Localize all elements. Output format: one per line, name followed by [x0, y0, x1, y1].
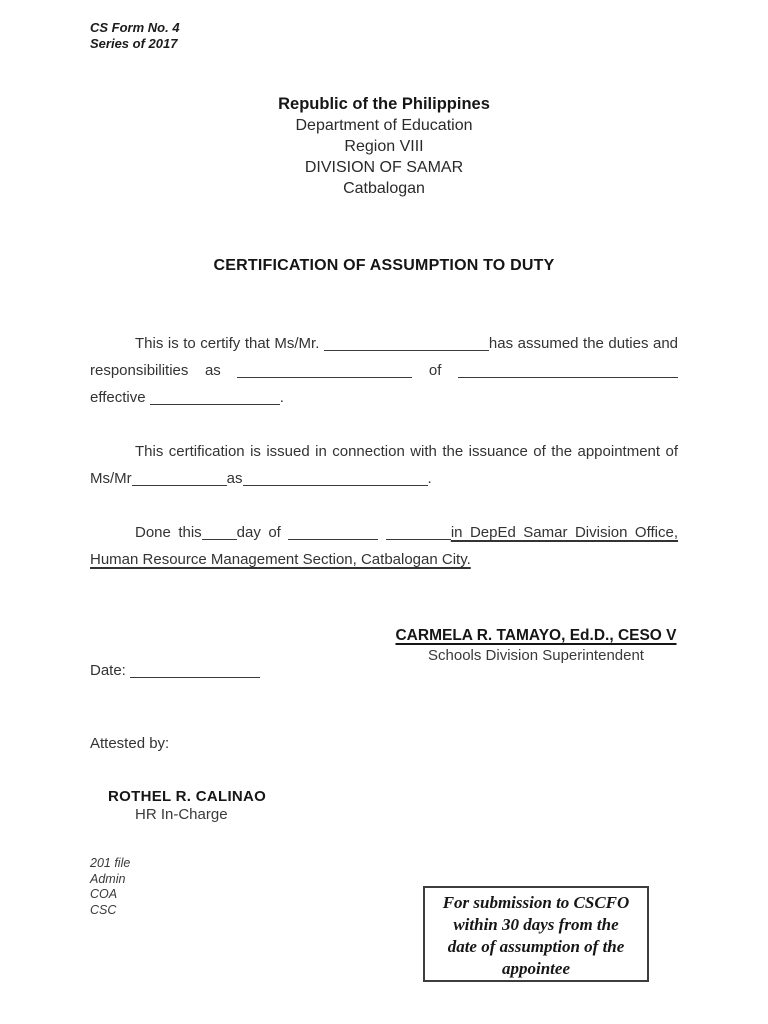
paragraph-done-line2	[90, 546, 678, 573]
paragraph-done-line1	[90, 519, 678, 546]
signatory-block	[390, 626, 682, 666]
attestor-title: HR In-Charge	[135, 806, 228, 823]
cc-item: CSC	[90, 902, 117, 917]
text-segment: Ms/Mr	[90, 470, 132, 487]
text-segment: .	[279, 389, 284, 406]
text-segment: has assumed the duties and	[488, 335, 679, 352]
signatory-name: CARMELA R. TAMAYO, Ed.D., CESO V	[395, 627, 677, 644]
blank-day	[202, 524, 237, 540]
text-segment: effective	[90, 389, 146, 406]
blank-year	[386, 524, 451, 540]
date-label: Date:	[90, 662, 126, 679]
paragraph-certify	[90, 330, 678, 411]
paragraph-done	[90, 519, 678, 573]
paragraph-issuance-line1: This certification is issued in connection with the issuance of the appointment of	[135, 443, 678, 460]
letterhead-division: DIVISION OF SAMAR	[304, 159, 464, 176]
blank-appointee-name-2	[132, 470, 227, 486]
blank-position-2	[243, 470, 428, 486]
text-segment: responsibilities as	[90, 362, 221, 379]
paragraph-issuance-line2	[90, 465, 678, 492]
blank-school-office	[458, 362, 678, 378]
form-number-block	[90, 20, 180, 52]
text-segment: .	[427, 470, 432, 487]
office-location-continued: Human Resource Management Section, Catbalogan City.	[90, 551, 471, 568]
form-number: CS Form No. 4	[90, 20, 180, 35]
letterhead-country: Republic of the Philippines	[278, 95, 490, 113]
blank-effective-date	[150, 389, 280, 405]
paragraph-certify-line1	[90, 330, 678, 357]
text-segment: This is to certify that Ms/Mr.	[135, 335, 320, 352]
attested-by-label: Attested by:	[90, 735, 170, 752]
note-line: For submission to CSCFO	[442, 893, 630, 912]
letterhead-department: Department of Education	[295, 117, 473, 134]
submission-note-box	[423, 886, 649, 982]
blank-signature-date	[130, 662, 260, 678]
paragraph-issuance	[90, 438, 678, 492]
text-segment: of	[428, 362, 442, 379]
form-series: Series of 2017	[90, 36, 178, 51]
signatory-title: Schools Division Superintendent	[428, 647, 644, 664]
document-body	[90, 330, 678, 600]
letterhead	[0, 94, 768, 199]
paragraph-certify-line2	[90, 357, 678, 384]
blank-appointee-name	[324, 335, 489, 351]
text-segment: Done this	[135, 524, 202, 541]
text-segment: day of	[236, 524, 281, 541]
blank-month	[288, 524, 378, 540]
cc-item: Admin	[90, 871, 126, 886]
cc-list	[90, 856, 130, 918]
blank-position	[237, 362, 412, 378]
note-line: appointee	[502, 959, 570, 978]
office-location: in DepEd Samar Division Office,	[450, 524, 679, 541]
attestor-name: ROTHEL R. CALINAO	[108, 788, 267, 805]
cc-item: COA	[90, 887, 118, 901]
text-segment: as	[226, 470, 243, 487]
cc-item: 201 file	[90, 856, 131, 870]
letterhead-city: Catbalogan	[343, 180, 425, 197]
date-line	[90, 662, 260, 679]
paragraph-certify-line3	[90, 384, 678, 411]
document-title: CERTIFICATION OF ASSUMPTION TO DUTY	[213, 257, 555, 274]
note-line: date of assumption of the	[447, 937, 625, 956]
note-line: within 30 days from the	[453, 915, 619, 934]
letterhead-region: Region VIII	[344, 138, 424, 155]
